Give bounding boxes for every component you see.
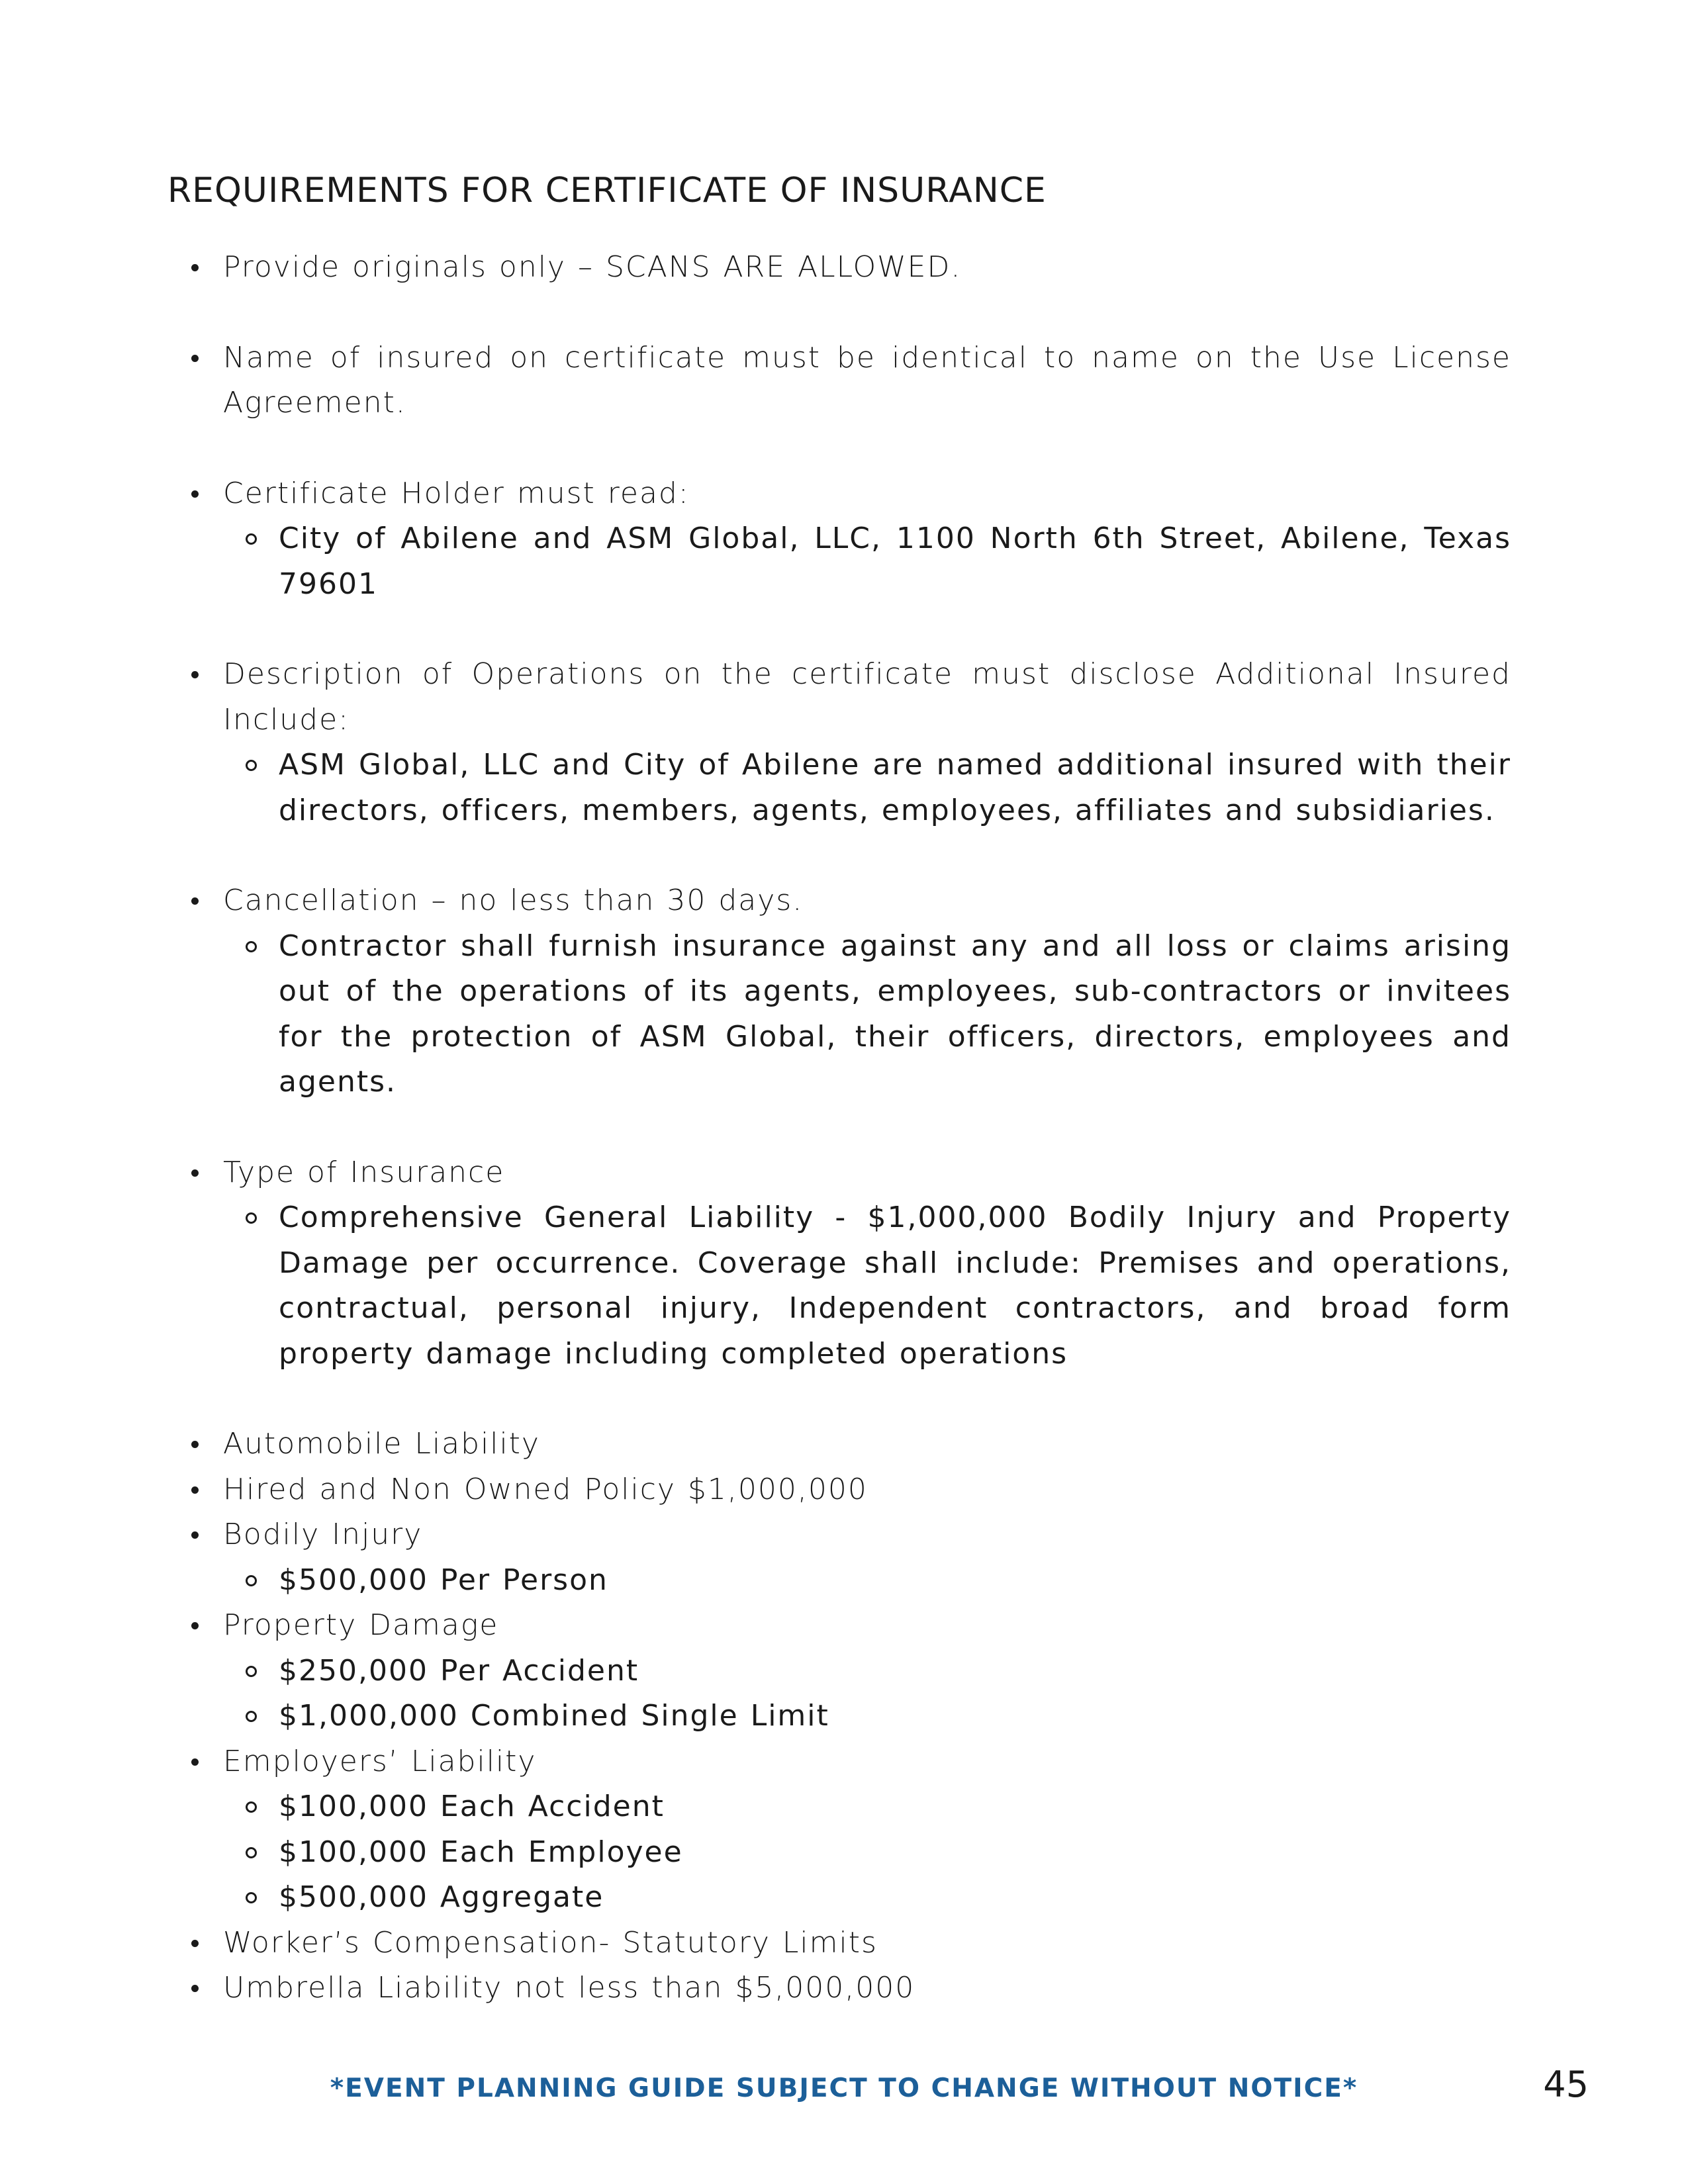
coverage-sub-item: $250,000 Per Accident	[167, 1649, 1511, 1694]
requirement-item	[167, 336, 1511, 426]
sub-bullet-item: City of Abilene and ASM Global, LLC, 1100 North 6th Street, Abilene, Texas 79601	[167, 516, 1511, 607]
sub-bullet-item: ASM Global, LLC and City of Abilene are named additional insured with their directors, officers, members, agents, employees, affiliates and subsidiaries.	[167, 743, 1511, 833]
coverage-sub-item: $100,000 Each Accident	[167, 1784, 1511, 1830]
bullet-item: Provide originals only – SCANS ARE ALLOWED.	[167, 245, 1511, 291]
bullet-item: Certificate Holder must read:	[167, 471, 1511, 517]
page-number: 45	[1543, 2064, 1589, 2105]
coverage-list	[167, 1422, 1511, 2011]
bullet-item: Description of Operations on the certificate must disclose Additional Insured Include:	[167, 652, 1511, 743]
requirement-item	[167, 245, 1511, 291]
footer-disclaimer: *EVENT PLANNING GUIDE SUBJECT TO CHANGE WITHOUT NOTICE*	[330, 2073, 1358, 2103]
sub-bullet-item: Comprehensive General Liability - $1,000,000 Bodily Injury and Property Damage per occurrence. Coverage shall include: Premises and operations, contractual, personal injury, Independent contractors, and broad form property damage including completed operations	[167, 1195, 1511, 1377]
coverage-item: Umbrella Liability not less than $5,000,000	[167, 1966, 1511, 2011]
coverage-sub-item: $100,000 Each Employee	[167, 1830, 1511, 1876]
coverage-sub-item: $500,000 Aggregate	[167, 1875, 1511, 1921]
coverage-item: Bodily Injury	[167, 1512, 1511, 1558]
requirement-item	[167, 1150, 1511, 1377]
page-title: REQUIREMENTS FOR CERTIFICATE OF INSURANCE	[167, 171, 1047, 210]
coverage-item: Hired and Non Owned Policy $1,000,000	[167, 1467, 1511, 1513]
coverage-item: Employers’ Liability	[167, 1739, 1511, 1785]
requirements-list	[167, 245, 1511, 2011]
coverage-sub-item: $500,000 Per Person	[167, 1558, 1511, 1604]
requirement-item	[167, 878, 1511, 1105]
coverage-item: Automobile Liability	[167, 1422, 1511, 1467]
sub-bullet-item: Contractor shall furnish insurance against any and all loss or claims arising out of the operations of its agents, employees, sub-contractors or invitees for the protection of ASM Global, their officers, directors, employees and agents.	[167, 924, 1511, 1105]
requirement-item	[167, 652, 1511, 833]
bullet-item: Name of insured on certificate must be identical to name on the Use License Agreement.	[167, 336, 1511, 426]
coverage-item: Worker’s Compensation- Statutory Limits	[167, 1921, 1511, 1966]
coverage-sub-item: $1,000,000 Combined Single Limit	[167, 1694, 1511, 1739]
coverage-item: Property Damage	[167, 1603, 1511, 1649]
bullet-item: Cancellation – no less than 30 days.	[167, 878, 1511, 924]
requirement-item	[167, 471, 1511, 608]
bullet-item: Type of Insurance	[167, 1150, 1511, 1196]
